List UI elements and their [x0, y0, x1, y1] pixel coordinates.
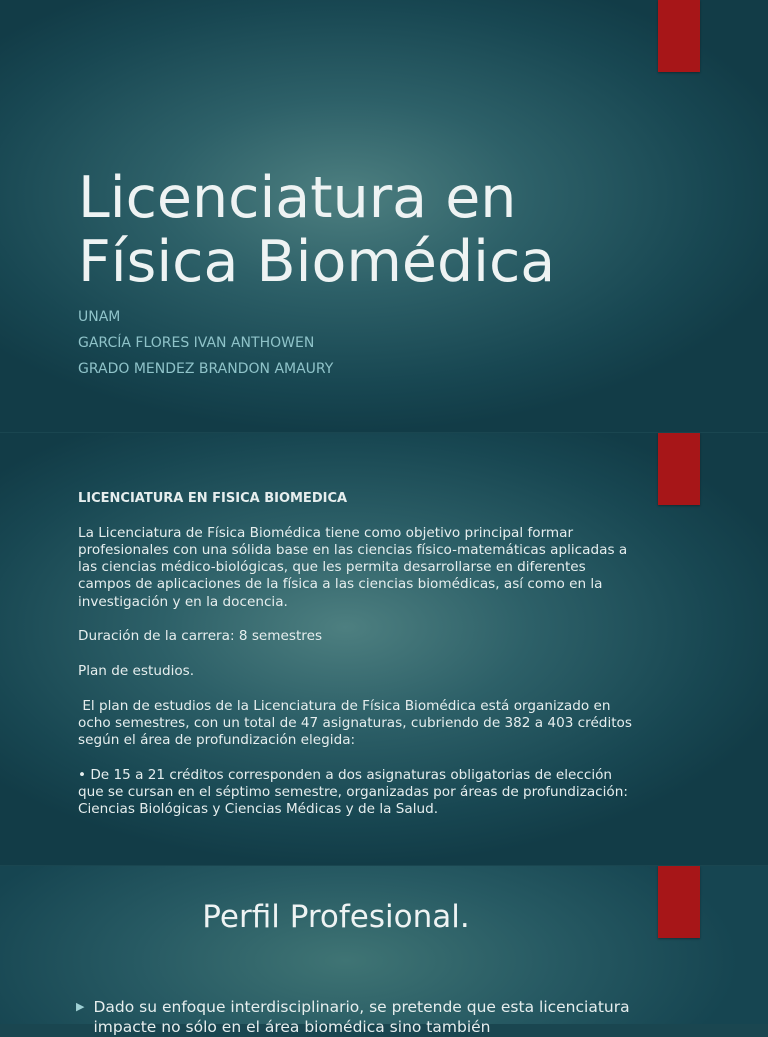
credits-description: • De 15 a 21 créditos corresponden a dos asignaturas obligatorias de elección que se cursan en el séptimo semestre, organizadas por áreas de profundización: Ciencias Biológicas y Ciencias Médicas y de la Salud. [78, 766, 628, 818]
subtitle-author-1: GARCÍA FLORES IVAN ANTHOWEN [78, 335, 315, 351]
description-body [78, 490, 638, 836]
profile-slide [0, 866, 768, 1036]
title-slide [0, 0, 768, 432]
plan-label: Plan de estudios. [78, 662, 195, 679]
title-line-2: Física Biomédica [78, 229, 556, 295]
title-line-1: Licenciatura en [78, 165, 517, 231]
subtitle-author-2: GRADO MENDEZ BRANDON AMAURY [78, 361, 334, 377]
bullet-arrow-icon: ▶ [76, 1000, 85, 1013]
accent-bar [658, 0, 700, 72]
presentation-title [78, 166, 638, 294]
profile-title: Perfil Profesional. [202, 899, 470, 935]
profile-bullet-text: Dado su enfoque interdisciplinario, se pretende que esta licenciatura impacte no sólo en el área biomédica sino también [93, 998, 630, 1036]
career-duration: Duración de la carrera: 8 semestres [78, 628, 323, 645]
profile-bullet [76, 997, 636, 1037]
plan-description: El plan de estudios de la Licenciatura de Física Biomédica está organizado en ocho semestres, con un total de 47 asignaturas, cubriendo de 382 a 403 créditos según el área de profundización elegida: [78, 697, 637, 749]
description-intro: La Licenciatura de Física Biomédica tiene como objetivo principal formar profesionales con una sólida base en las ciencias físico-matemáticas aplicadas a las ciencias médico-biológicas, que les permita desarrollarse en diferentes campos de aplicaciones de la física a las ciencias biomédicas, así como en la investigación y en la docencia. [78, 524, 628, 610]
subtitle-block [78, 304, 333, 382]
accent-bar [658, 433, 700, 505]
description-heading: LICENCIATURA EN FISICA BIOMEDICA [78, 491, 348, 506]
subtitle-institution: UNAM [78, 309, 121, 325]
description-slide [0, 433, 768, 865]
